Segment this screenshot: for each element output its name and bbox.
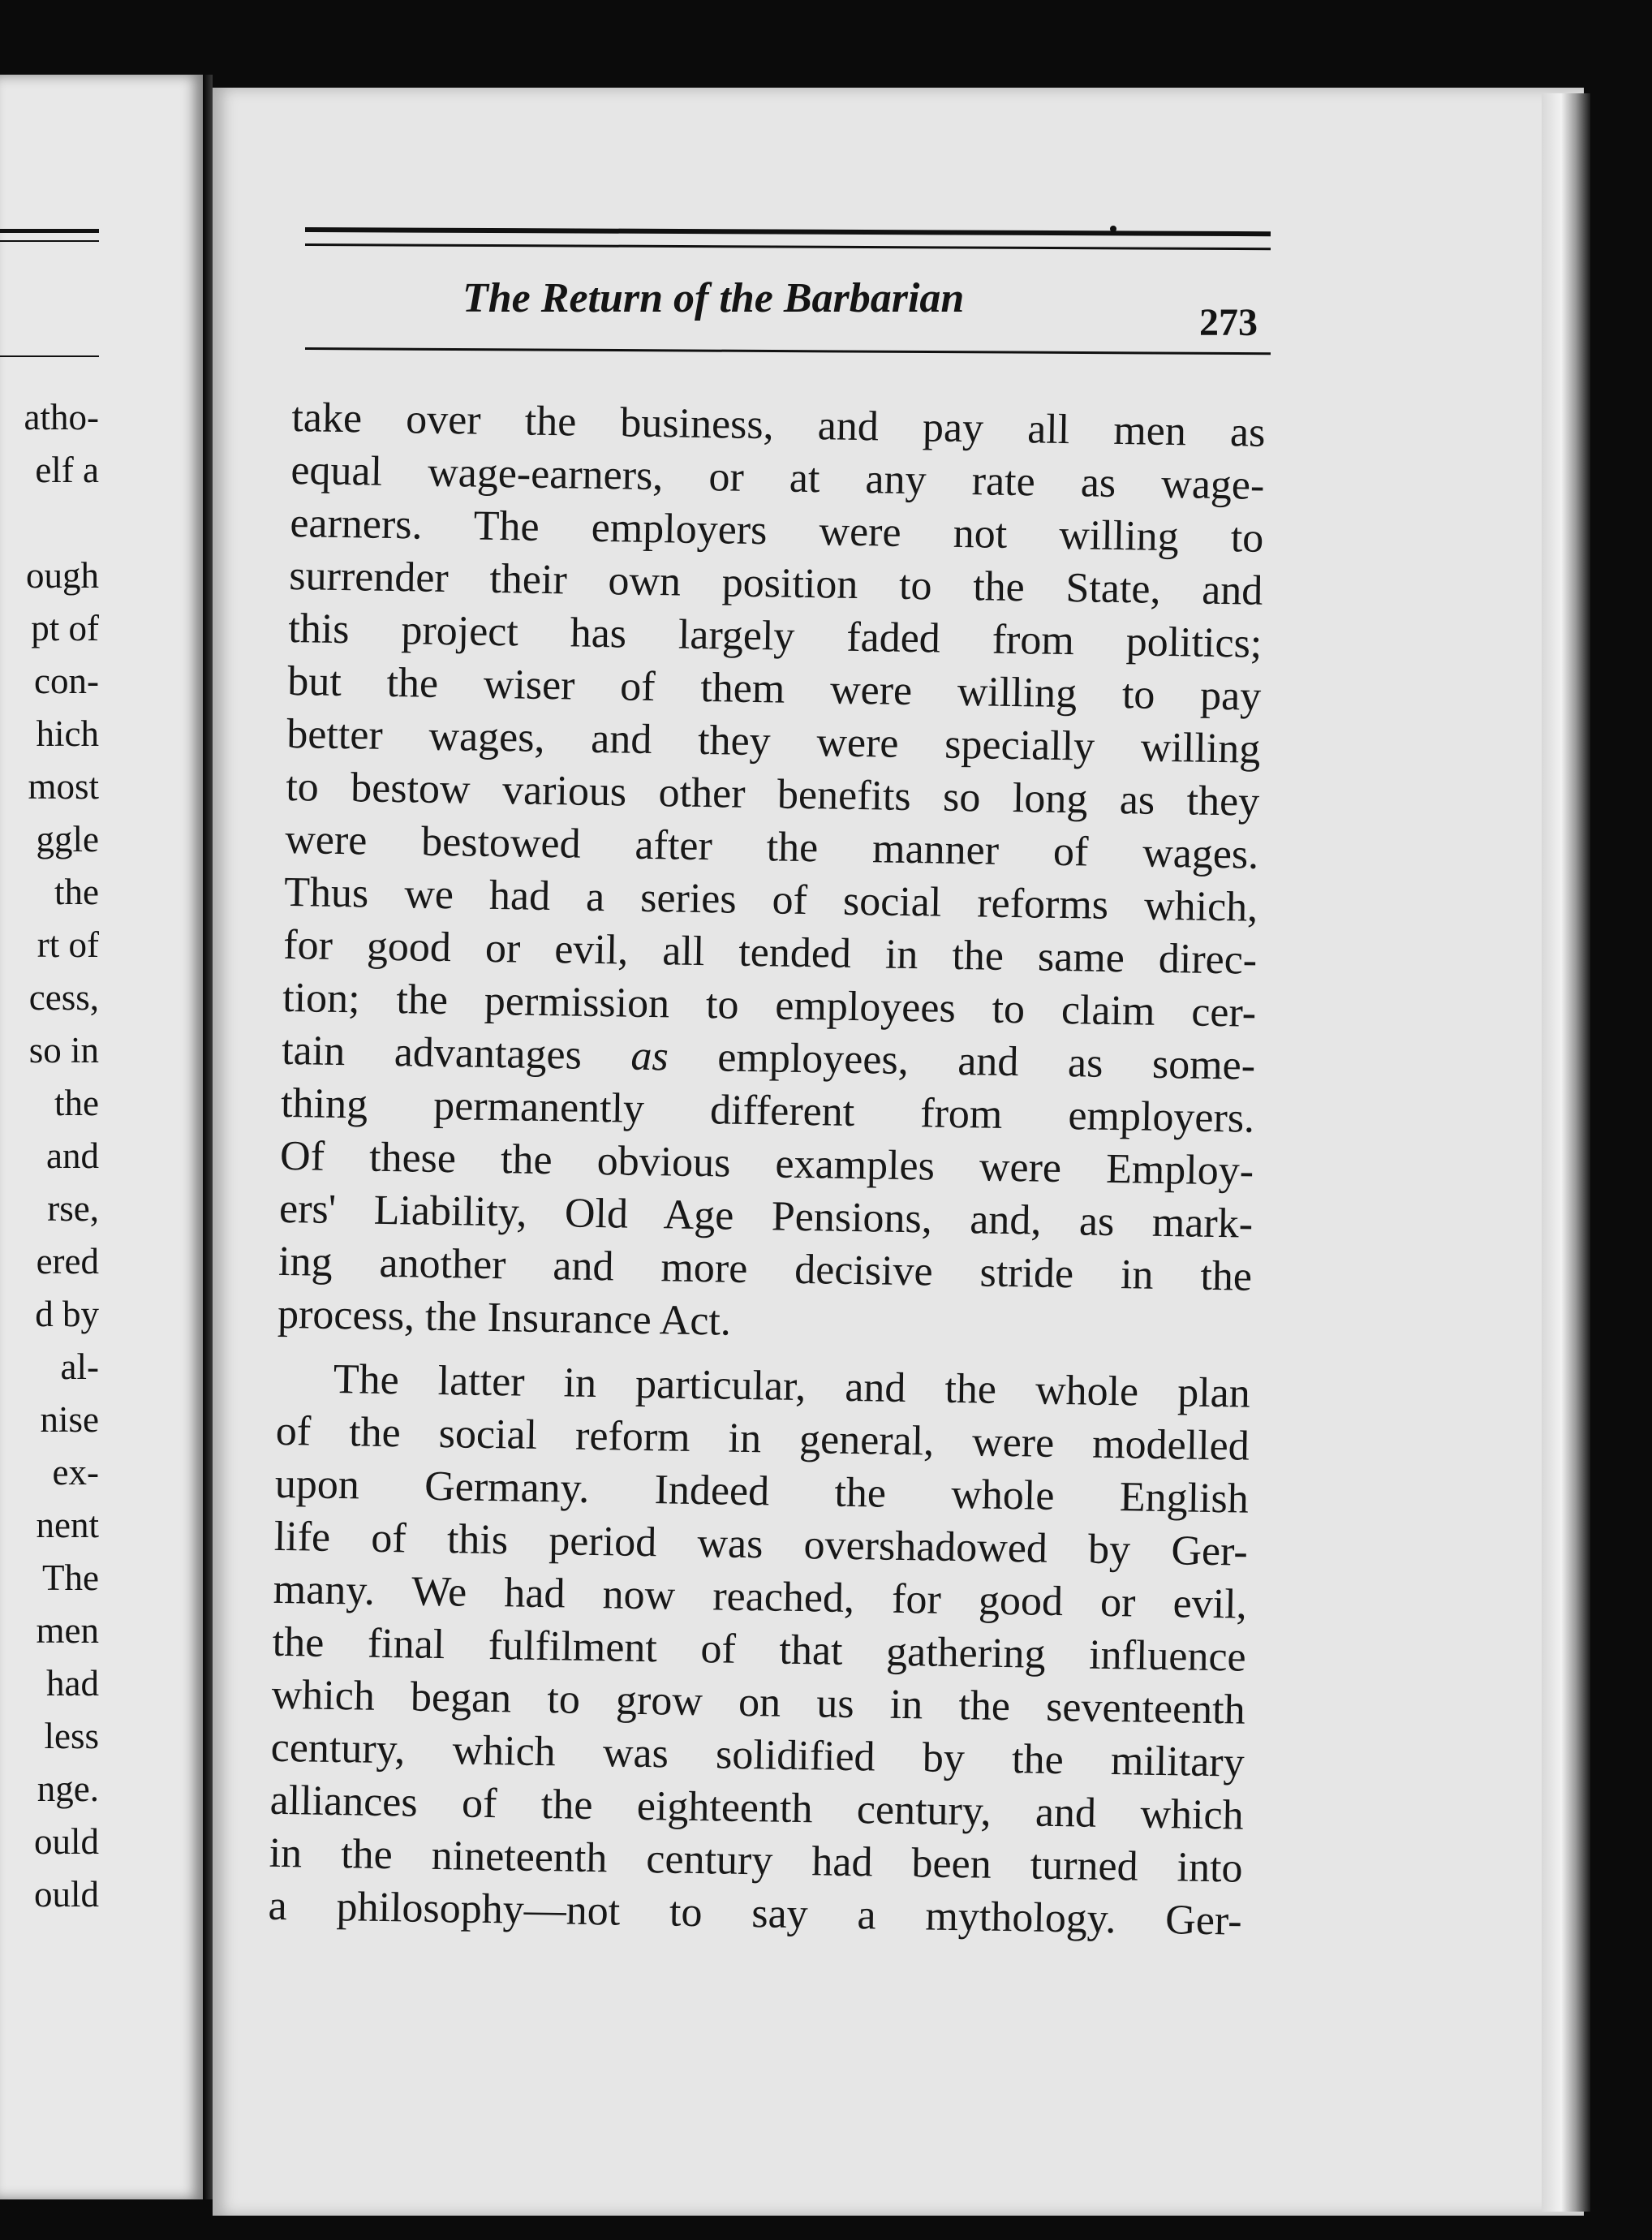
left-line: rse, [47,1188,99,1229]
body-text [268,391,1266,1948]
left-line: nent [36,1505,99,1545]
left-line: ough [26,555,99,596]
text-line: better wages, and they were specially willing [286,710,1261,773]
left-line: the [54,872,99,912]
left-line: The [42,1557,99,1598]
text-line: take over the business, and pay all men as [291,394,1266,456]
left-line: hich [36,713,99,754]
left-line [0,497,99,549]
text-line: which began to grow on us in the seventeenth [271,1671,1246,1734]
book-gutter [203,75,213,2199]
paragraph [268,1352,1250,1948]
ink-speck [1110,226,1116,232]
text-line: century, which was solidified by the military [270,1724,1245,1786]
left-line: the [54,1083,99,1123]
text-line: this project has largely faded from politics; [287,605,1263,667]
text-line: The latter in particular, and the whole plan [333,1355,1251,1417]
text-line: many. We had now reached, for good or evil, [273,1566,1248,1628]
left-line: so in [28,1030,99,1070]
left-line: ould [33,1874,99,1915]
left-line: cess, [28,977,99,1018]
left-line: ould [33,1821,99,1862]
text-line: equal wage-earners, or at any rate as wage- [290,446,1265,509]
left-line: d by [35,1294,99,1334]
left-header-underline [0,355,99,357]
running-title: The Return of the Barbarian [462,275,965,321]
text-line: tain advantages as employees, and as some- [281,1027,1256,1089]
text-line: tion; the permission to employees to claim cer- [282,974,1257,1036]
text-line: upon Germany. Indeed the whole English [274,1460,1250,1523]
text-line: to bestow various other benefits so long as they [285,763,1260,825]
text-line: ing another and more decisive stride in the [277,1238,1253,1300]
left-line: ggle [36,819,99,859]
left-line: most [28,766,99,807]
left-header-rule [0,229,99,233]
text-line: but the wiser of them were willing to pay [286,657,1262,720]
text-line: of the social reform in general, were modelled [275,1407,1250,1470]
text-line: earners. The employers were not willing to [289,499,1264,562]
text-line: process, the Insurance Act. [277,1290,732,1345]
text-line: a philosophy—not to say a mythology. Ger- [268,1882,1242,1945]
text-line: thing permanently different from employers. [280,1079,1255,1142]
text-line: alliances of the eighteenth century, and which [269,1777,1245,1839]
text-line: ers' Liability, Old Age Pensions, and, as mark- [278,1185,1254,1247]
text-line: in the nineteenth century had been turned into [269,1829,1244,1892]
text-line: were bestowed after the manner of wages. [284,816,1259,878]
left-line: men [36,1610,99,1651]
page-edge-shadow [1542,93,1590,2212]
left-line: elf a [35,450,99,490]
left-line: ex- [52,1452,99,1493]
text-line: surrender their own position to the State, and [288,552,1263,614]
left-line: less [44,1716,99,1756]
text-line: Thus we had a series of social reforms which, [283,868,1258,931]
paragraph [277,391,1266,1356]
left-header-rule-thin [0,240,99,242]
left-line: al- [60,1346,99,1387]
text-line: Of these the obvious examples were Employ- [279,1132,1254,1195]
left-line: ered [36,1241,99,1282]
left-line: and [46,1135,99,1176]
text-line: for good or evil, all tended in the same direc- [282,921,1258,984]
emphasis: as [630,1032,669,1080]
left-line: had [46,1663,99,1704]
facing-page-left [0,75,203,2199]
left-line: con- [34,661,99,701]
text-line: the final fulfilment of that gathering influence [272,1618,1247,1681]
page-number: 273 [1199,301,1258,344]
text-line: life of this period was overshadowed by Ger- [273,1513,1249,1575]
left-page-text [0,391,99,1921]
left-line: nise [40,1399,99,1440]
left-line: nge. [37,1768,99,1809]
left-line: atho- [24,397,99,437]
left-line: rt of [37,924,99,965]
left-line: pt of [31,608,99,648]
